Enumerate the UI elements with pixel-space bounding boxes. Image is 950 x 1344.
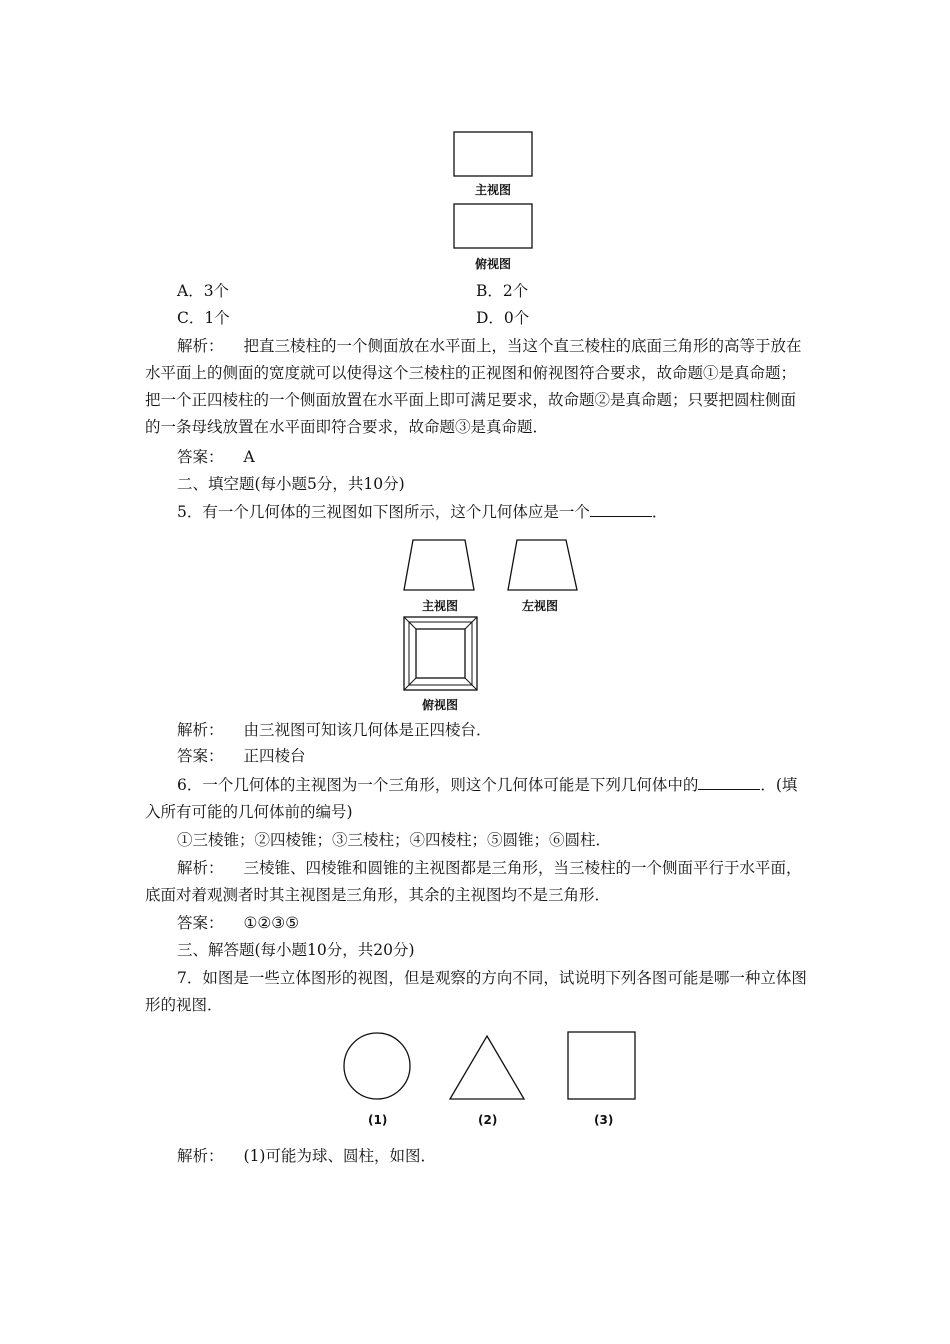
q6-stem-end: ．(填入所有可能的几何体前的编号) bbox=[145, 776, 798, 821]
section-3-title: 三、解答题(每小题10分，共20分) bbox=[177, 941, 415, 959]
q4-option-c: C．1个 bbox=[177, 309, 230, 327]
q7-analysis-label: 解析： bbox=[177, 1147, 224, 1165]
q5-stem-text: 5．有一个几何体的三视图如下图所示，这个几何体应是一个 bbox=[177, 503, 590, 521]
q4-option-a: A．3个 bbox=[177, 282, 230, 300]
q7-caption-2: (2) bbox=[478, 1113, 498, 1127]
q6-analysis-label: 解析： bbox=[177, 859, 224, 877]
q7-caption-1: (1) bbox=[368, 1113, 388, 1127]
q5-stem-end: ． bbox=[651, 503, 668, 521]
q5-front-view-caption: 主视图 bbox=[422, 599, 459, 613]
q7-stem: 7．如图是一些立体图形的视图，但是观察的方向不同，试说明下列各图可能是哪一种立体图形的视图． bbox=[145, 969, 807, 1014]
q4-front-view-caption: 主视图 bbox=[475, 183, 512, 197]
q4-top-view-caption: 俯视图 bbox=[475, 257, 512, 271]
q7-triangle-view bbox=[450, 1036, 524, 1099]
q4-option-b: B．2个 bbox=[476, 282, 529, 300]
q6-analysis-text: 三棱锥、四棱锥和圆锥的主视图都是三角形，当三棱柱的一个侧面平行于水平面，底面对着观测者时其主视图是三角形，其余的主视图均不是三角形． bbox=[145, 859, 802, 904]
q5-top-view-caption: 俯视图 bbox=[422, 698, 459, 712]
q4-option-d: D．0个 bbox=[476, 309, 530, 327]
q7-caption-3: (3) bbox=[594, 1113, 614, 1127]
q5-analysis-text: 由三视图可知该几何体是正四棱台． bbox=[243, 721, 492, 739]
q4-answer-value: A bbox=[243, 448, 255, 466]
q4-answer-label: 答案： bbox=[177, 448, 224, 466]
q6-stem-text: 6．一个几何体的主视图为一个三角形，则这个几何体可能是下列几何体中的 bbox=[177, 776, 699, 794]
q7-square-view bbox=[568, 1032, 635, 1099]
q5-answer-label: 答案： bbox=[177, 747, 224, 765]
q5-answer-value: 正四棱台 bbox=[243, 747, 306, 765]
q5-left-view-caption: 左视图 bbox=[522, 599, 559, 613]
q6-answer-label: 答案： bbox=[177, 914, 224, 932]
q6-choices: ①三棱锥；②四棱锥；③三棱柱；④四棱柱；⑤圆锥；⑥圆柱． bbox=[177, 831, 612, 849]
section-2-title: 二、填空题(每小题5分，共10分) bbox=[177, 475, 405, 493]
q5-analysis-label: 解析： bbox=[177, 721, 224, 739]
q4-analysis-label: 解析： bbox=[177, 337, 224, 355]
q4-analysis-text: 把直三棱柱的一个侧面放在水平面上，当这个直三棱柱的底面三角形的高等于放在水平面上的侧面的宽度就可以使得这个三棱柱的正视图和俯视图符合要求，故命题①是真命题；把一个正四棱柱的一个侧面放置在水平面上即可满足要求，故命题②是真命题；只要把圆柱侧面的一条母线放置在水平面即符合要求，故命题③是真命题． bbox=[145, 337, 802, 436]
q7-analysis bbox=[177, 1146, 436, 1166]
q7-analysis-text: (1)可能为球、圆柱，如图． bbox=[243, 1147, 436, 1165]
q7-circle-view bbox=[344, 1033, 410, 1099]
q6-answer-value: ①②③⑤ bbox=[243, 914, 300, 932]
